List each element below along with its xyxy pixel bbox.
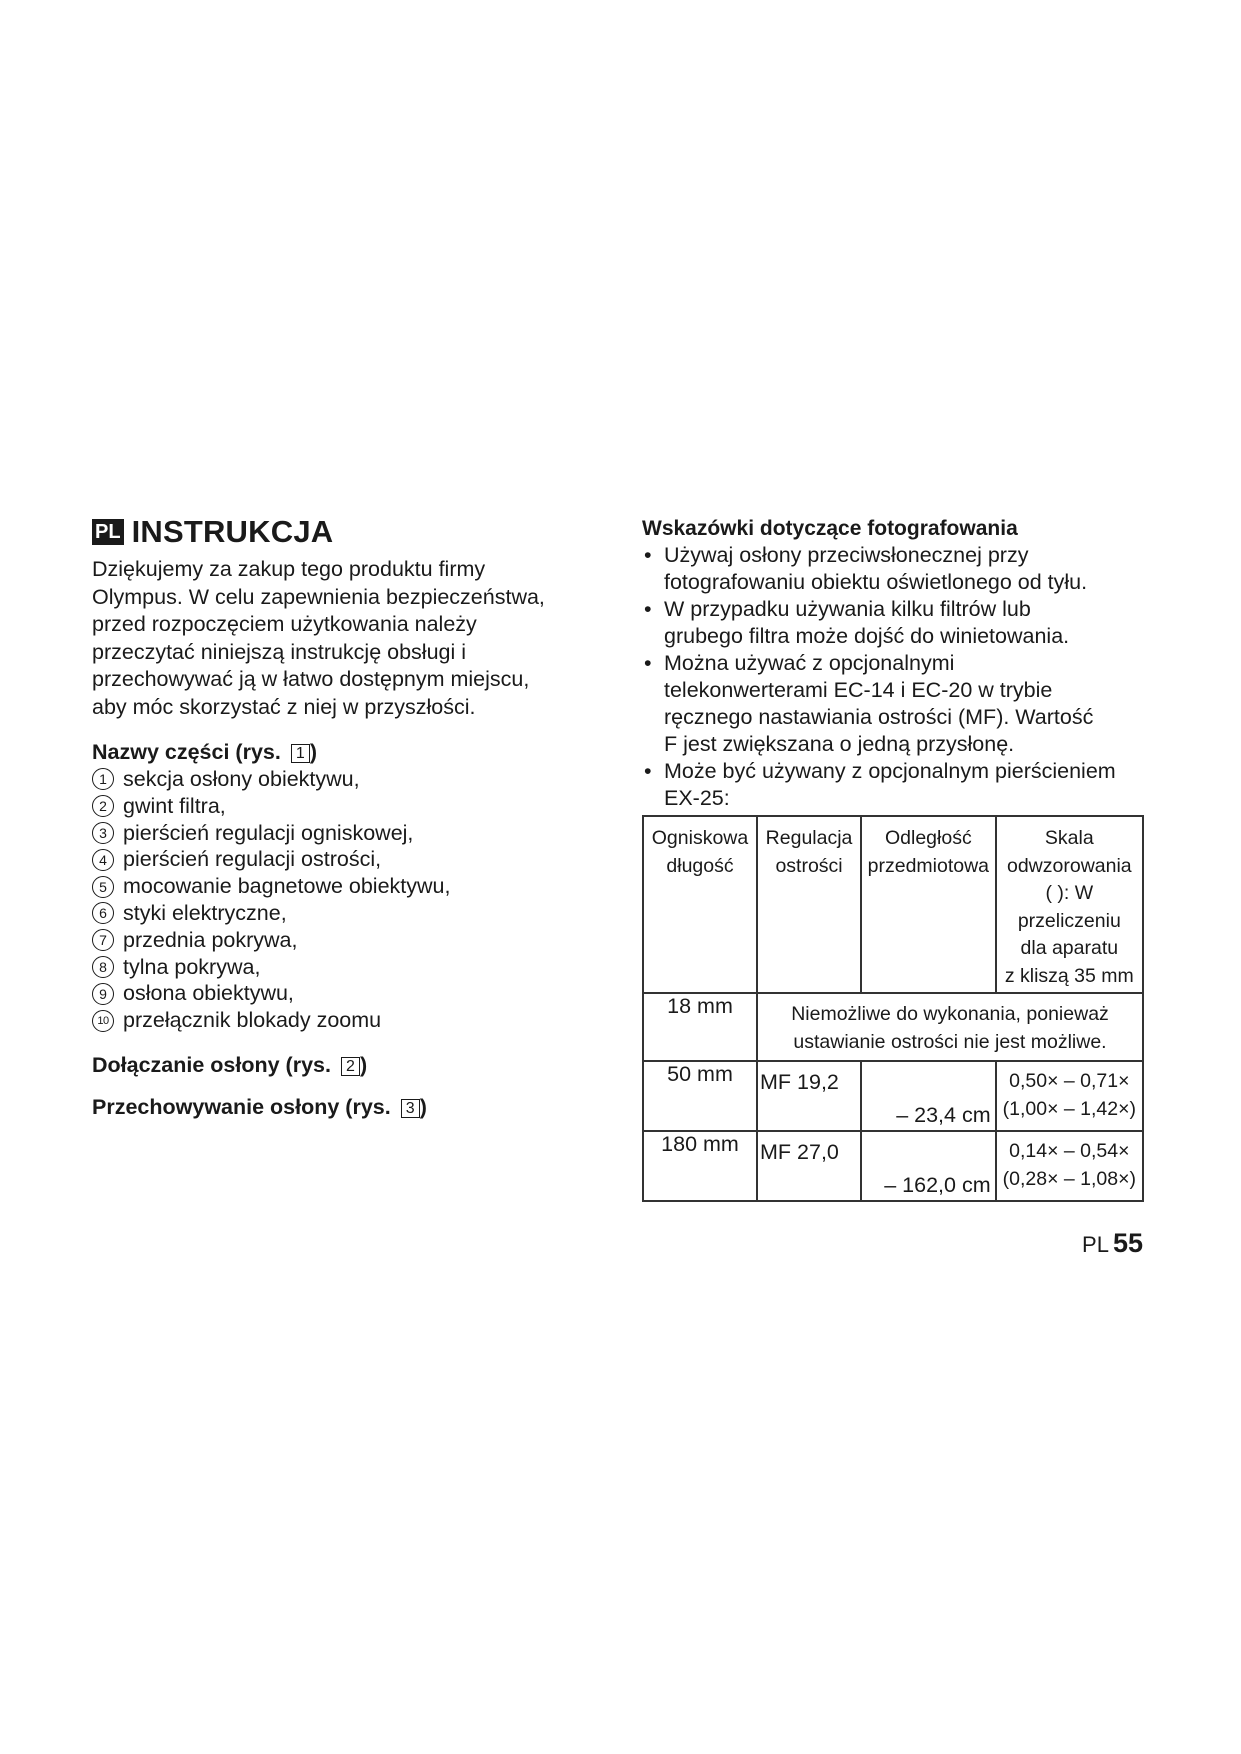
tip-line: grubego filtra może dojść do winietowania.: [664, 624, 1070, 648]
circled-number: 1: [92, 768, 114, 790]
list-item: [642, 758, 1162, 812]
parts-heading-text: Nazwy części (rys.: [92, 740, 281, 764]
figure-ref-box: 3: [401, 1099, 420, 1118]
page-title: INSTRUKCJA: [131, 514, 334, 549]
header-line: Regulacja: [765, 827, 853, 849]
close-paren: ): [419, 1094, 427, 1119]
scale-line: (0,28× – 1,08×): [1002, 1168, 1136, 1190]
close-paren: ): [359, 1052, 368, 1077]
focal-cell: 180 mm: [643, 1131, 757, 1201]
intro-paragraph: [92, 556, 612, 721]
scale-cell: [996, 1061, 1143, 1131]
circled-number: 2: [92, 795, 114, 817]
scale-cell: [996, 1131, 1143, 1201]
list-item: [92, 927, 612, 954]
header-line: Odległość: [884, 827, 972, 849]
circled-number: 7: [92, 929, 114, 951]
list-item: [92, 873, 612, 900]
header-line: przedmiotowa: [867, 854, 990, 877]
store-hood-heading: [92, 1094, 612, 1121]
list-item: [92, 954, 612, 981]
list-item: [92, 900, 612, 927]
tip-line: • Może być używany z opcjonalnym pierścieniem: [664, 759, 1116, 783]
page-number: [1082, 1228, 1143, 1259]
tip-line: • Używaj osłony przeciwsłonecznej przy: [664, 543, 1029, 567]
list-item: [92, 980, 612, 1007]
table-row: [643, 993, 1143, 1061]
header-scale: [996, 816, 1143, 993]
figure-ref-box: 1: [291, 744, 310, 763]
circled-number: 5: [92, 876, 114, 898]
header-focal-length: [643, 816, 757, 993]
header-line: przeliczeniu: [1017, 909, 1121, 932]
not-possible-note: [757, 993, 1143, 1061]
header-line: Ogniskowa: [651, 827, 749, 849]
close-paren: ): [309, 740, 317, 764]
distance-cell: – 162,0 cm: [861, 1131, 996, 1201]
focal-cell: 18 mm: [643, 993, 757, 1061]
circled-number: 6: [92, 902, 114, 924]
parts-heading: [92, 739, 612, 766]
intro-line: przed rozpoczęciem użytkowania należy: [92, 612, 477, 636]
tip-line: F jest zwiększana o jedną przysłonę.: [664, 732, 1015, 756]
left-column: [92, 512, 612, 1121]
figure-ref-box: 2: [341, 1057, 360, 1076]
circled-number: 10: [92, 1010, 114, 1032]
tip-line: • W przypadku używania kilku filtrów lub: [664, 597, 1031, 621]
list-item: [92, 820, 612, 847]
part-label: pierścień regulacji ostrości,: [123, 847, 382, 872]
tips-heading: Wskazówki dotyczące fotografowania: [642, 517, 1018, 540]
header-distance: [861, 816, 996, 993]
part-label: styki elektryczne,: [123, 900, 287, 925]
part-label: przednia pokrywa,: [123, 927, 298, 952]
header-line: ( ): W: [1045, 882, 1094, 904]
extension-tube-spec-table: [642, 815, 1144, 1202]
intro-line: Dziękujemy za zakup tego produktu firmy: [92, 557, 486, 581]
circled-number: 8: [92, 956, 114, 978]
list-item: [642, 542, 1162, 596]
focal-cell: 50 mm: [643, 1061, 757, 1131]
focus-cell: MF 19,2: [757, 1061, 861, 1131]
table-row: [643, 1061, 1143, 1131]
scale-line: (1,00× – 1,42×): [1002, 1098, 1136, 1120]
distance-cell: – 23,4 cm: [861, 1061, 996, 1131]
header-line: odwzorowania: [1006, 854, 1132, 877]
tip-line: telekonwerterami EC-14 i EC-20 w trybie: [664, 678, 1053, 702]
intro-line: przechowywać ją w łatwo dostępnym miejscu,: [92, 667, 530, 691]
right-column: [642, 516, 1162, 812]
list-item: [92, 766, 612, 793]
part-label: gwint filtra,: [123, 793, 226, 818]
circled-number: 3: [92, 822, 114, 844]
part-label: pierścień regulacji ogniskowej,: [123, 820, 414, 845]
page-lang-label: PL: [1082, 1232, 1109, 1257]
attach-heading-text: Dołączanie osłony (rys.: [92, 1052, 331, 1077]
table-row: [643, 1131, 1143, 1201]
circled-number: 9: [92, 983, 114, 1005]
language-badge: PL: [92, 519, 124, 545]
page-number-value: 55: [1112, 1228, 1143, 1258]
header-focus: [757, 816, 861, 993]
list-item: [92, 793, 612, 820]
tip-line: EX-25:: [664, 786, 730, 810]
storage-heading-text: Przechowywanie osłony (rys.: [92, 1094, 391, 1119]
scale-line: 0,14× – 0,54×: [1009, 1140, 1130, 1162]
list-item: [92, 846, 612, 873]
header-line: długość: [666, 854, 734, 877]
part-label: osłona obiektywu,: [123, 981, 294, 1006]
note-line: ustawianie ostrości nie jest możliwe.: [793, 1031, 1107, 1053]
tip-line: fotografowaniu obiektu oświetlonego od tyłu.: [664, 570, 1088, 594]
list-item: [642, 650, 1162, 758]
table-header-row: [643, 816, 1143, 993]
list-item: [92, 1007, 612, 1034]
intro-line: przeczytać niniejszą instrukcję obsługi i: [92, 639, 467, 664]
tips-list: [642, 542, 1162, 812]
focus-cell: MF 27,0: [757, 1131, 861, 1201]
header-line: ostrości: [775, 854, 843, 877]
parts-list: [92, 766, 612, 1034]
header-line: z kliszą 35 mm: [1004, 964, 1134, 987]
note-line: Niemożliwe do wykonania, ponieważ: [791, 1003, 1109, 1025]
circled-number: 4: [92, 849, 114, 871]
part-label: sekcja osłony obiektywu,: [123, 767, 360, 791]
part-label: przełącznik blokady zoomu: [123, 1008, 382, 1033]
header-line: Skala: [1044, 827, 1094, 849]
intro-line: Olympus. W celu zapewnienia bezpieczeństwa,: [92, 584, 545, 609]
intro-line: aby móc skorzystać z niej w przyszłości.: [92, 694, 476, 719]
attach-hood-heading: [92, 1052, 612, 1079]
tip-line: • Można używać z opcjonalnymi: [664, 651, 955, 675]
part-label: tylna pokrywa,: [123, 954, 261, 979]
header-line: dla aparatu: [1020, 937, 1119, 959]
scale-line: 0,50× – 0,71×: [1009, 1070, 1130, 1092]
tip-line: ręcznego nastawiania ostrości (MF). Wartość: [664, 705, 1094, 729]
section-heading: [92, 512, 612, 552]
list-item: [642, 596, 1162, 650]
part-label: mocowanie bagnetowe obiektywu,: [123, 874, 451, 899]
